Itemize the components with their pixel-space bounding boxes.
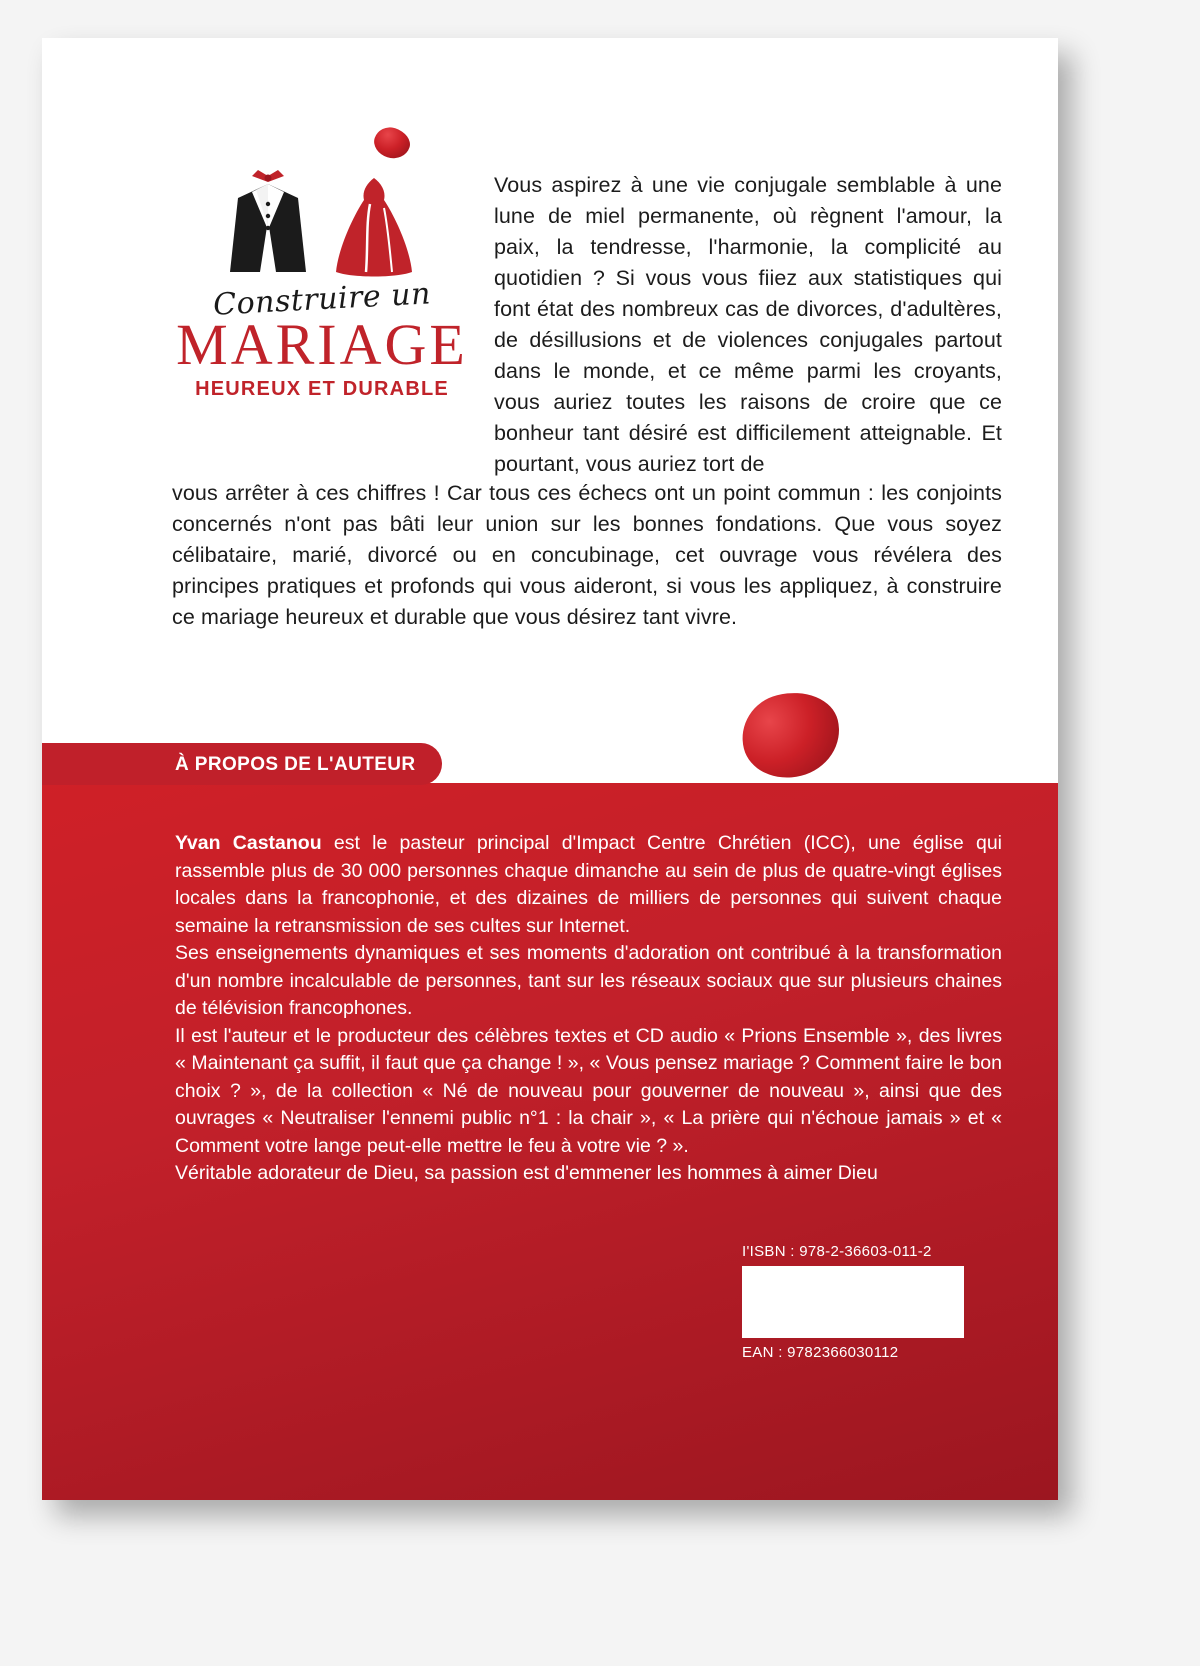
barcode-placeholder bbox=[742, 1266, 964, 1338]
blurb-paragraph-top: Vous aspirez à une vie conjugale semblable à une lune de miel permanente, où règnent l'amour, la paix, la tendresse, l'harmonie, la complicité au quotidien ? Si vous vous fiiez aux statistiques qui font état des nombreux cas de divorces, d'adultères, de désillusions et de violences conjugales partout dans le monde, et ce même parmi les croyants, vous auriez toutes les raisons de croire que ce bonheur tant désiré est difficilement atteignable. Et pourtant, vous auriez tort de bbox=[494, 173, 1002, 476]
rose-petal-icon bbox=[733, 682, 848, 787]
author-bio-paragraph-1 bbox=[175, 830, 1002, 940]
author-bio-paragraph-4: Véritable adorateur de Dieu, sa passion est d'emmener les hommes à aimer Dieu bbox=[175, 1162, 878, 1184]
tuxedo-icon bbox=[222, 168, 314, 276]
author-section-heading-tab bbox=[42, 743, 442, 785]
logo-subtitle: HEUREUX ET DURABLE bbox=[195, 377, 449, 400]
logo-title: MARIAGE bbox=[176, 312, 468, 377]
author-section-heading: À PROPOS DE L'AUTEUR bbox=[175, 754, 416, 775]
rose-petal-icon bbox=[370, 123, 414, 163]
author-bio-paragraph-2: Ses enseignements dynamiques et ses moments d'adoration ont contribué à la transformation d'un nombre incalculable de personnes, tant sur les réseaux sociaux que sur plusieurs chaines de télévision francophones. bbox=[175, 942, 1002, 1019]
dress-icon bbox=[322, 174, 426, 278]
author-bio-paragraph-1-rest: est le pasteur principal d'Impact Centre Chrétien (ICC), une église qui rassemble plus de 30 000 personnes chaque dimanche au sein de plus de quatre-vingt églises locales dans la francophonie, et des dizaines de milliers de personnes qui suivent chaque semaine la retransmission de ses cultes sur Internet. bbox=[175, 832, 1002, 937]
author-bio-paragraph-3: Il est l'auteur et le producteur des célèbres textes et CD audio « Prions Ensemble », des livres « Maintenant ça suffit, il faut que ça change ! », « Vous pensez mariage ? Comment faire le bon choix ? », de la collection « Né de nouveau pour gouverner de nouveau », ainsi que des ouvrages « Neutraliser l'ennemi public n°1 : la chair », « La prière qui n'échoue jamais » et « Comment votre lange peut-elle mettre le feu à votre vie ? ». bbox=[175, 1024, 1002, 1157]
book-back-cover bbox=[42, 38, 1058, 1500]
author-name: Yvan Castanou bbox=[175, 832, 322, 854]
blurb-paragraph-bottom: vous arrêter à ces chiffres ! Car tous ces échecs ont un point commun : les conjoints concernés n'ont pas bâti leur union sur les bonnes fondations. Que vous soyez célibataire, marié, divorcé ou en concubinage, cet ouvrage vous révélera des principes pratiques et profonds qui vous aideront, si vous les appliquez, à construire ce mariage heureux et durable que vous désirez tant vivre. bbox=[172, 481, 1002, 629]
logo-script-text: Construire un bbox=[212, 276, 432, 323]
logo-illustration bbox=[212, 168, 432, 278]
isbn-block bbox=[742, 1243, 967, 1361]
ean-label: EAN : 9782366030112 bbox=[742, 1344, 899, 1361]
author-biography bbox=[175, 830, 1002, 1188]
book-logo bbox=[172, 168, 472, 401]
isbn-label: I'ISBN : 978-2-36603-011-2 bbox=[742, 1243, 932, 1260]
